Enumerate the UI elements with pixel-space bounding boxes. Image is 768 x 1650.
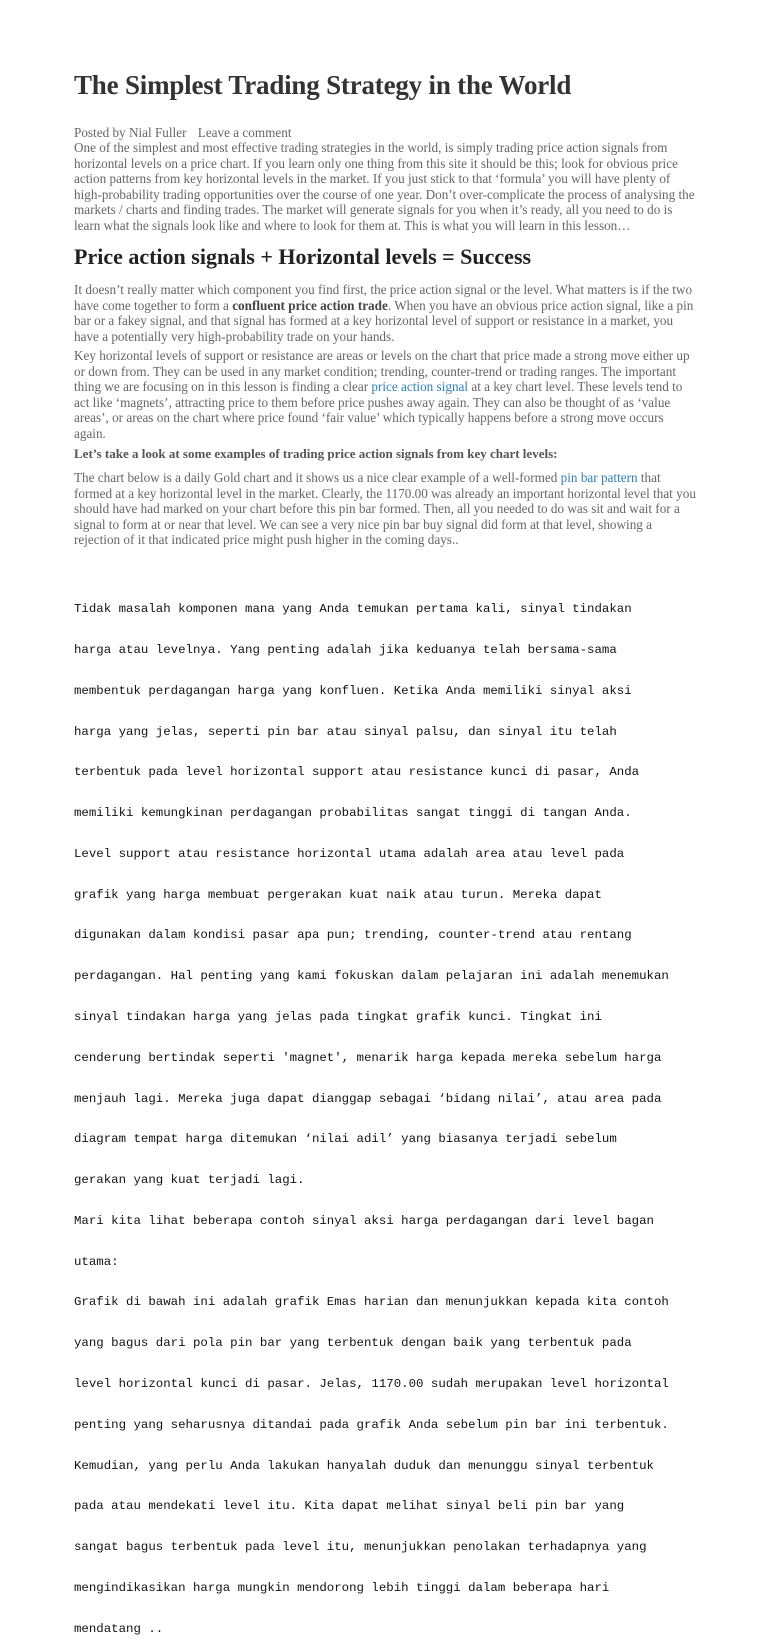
translation-line: sangat bagus terbentuk pada level itu, menunjukkan penolakan terhadapnya yang	[74, 1540, 647, 1555]
paragraph-text: It doesn’t really matter which component you find first, the price action signal or the level. What matters is if the two have come together to form a	[74, 282, 693, 313]
translation-line: penting yang seharusnya ditandai pada grafik Anda sebelum pin bar ini terbentuk.	[74, 1417, 669, 1432]
section-heading: Price action signals + Horizontal levels = Success	[74, 244, 532, 269]
translation-line: mengindikasikan harga mungkin mendorong lebih tinggi dalam beberapa hari	[74, 1580, 610, 1595]
translation-line: Mari kita lihat beberapa contoh sinyal aksi harga perdagangan dari level bagan	[74, 1213, 654, 1228]
translation-line: yang bagus dari pola pin bar yang terbentuk dengan baik yang terbentuk pada	[74, 1336, 632, 1351]
paragraph-text: that formed at a key horizontal level in the market. Clearly, the 1170.00 was already an important horizontal level that you should have had marked on your chart before this pin bar formed. Then, all you needed to do was sit and wait for a signal to form at or near that level. We can see a very nice pin bar buy signal did form at that level, showing a rejection of it that indicated price might push higher in the coming days..	[74, 470, 696, 548]
translation-line: sinyal tindakan harga yang jelas pada tingkat grafik kunci. Tingkat ini	[74, 1010, 602, 1024]
paragraph-text: at a key chart level. These levels tend to act like ‘magnets’, attracting price to them before price pushes away again. They can also be thought of as ‘value areas’, or areas on the chart where price found ‘fair value’ which typically happens before a strong move occurs again.	[74, 379, 683, 441]
post-meta	[74, 125, 292, 141]
translation-line: Level support atau resistance horizontal utama adalah area atau level pada	[74, 846, 625, 861]
paragraph-confluent	[74, 282, 696, 344]
confluent-trade-emphasis: confluent price action trade	[232, 297, 388, 313]
paragraph-gold-chart	[74, 470, 696, 548]
translation-line: perdagangan. Hal penting yang kami fokuskan dalam pelajaran ini adalah menemukan	[74, 969, 669, 984]
intro-paragraph: One of the simplest and most effective trading strategies in the world, is simply trading price action signals from horizontal levels on a price chart. If you learn only one thing from this site it should be this; look for obvious price action patterns from key horizontal levels in the market. If you just stick to that ‘formula’ you will have plenty of high-probability trading opportunities over the course of one year. Don’t over-complicate the process of analysing the markets / charts and finding trades. The market will generate signals for you when it’s ready, all you need to do is learn what the signals look like and where to look for them at. This is what you will learn in this lesson…	[74, 140, 695, 233]
indonesian-translation	[74, 576, 704, 1650]
translation-line: level horizontal kunci di pasar. Jelas, 1170.00 sudah merupakan level horizontal	[74, 1377, 669, 1392]
translation-line: memiliki kemungkinan perdagangan probabilitas sangat tinggi di tangan Anda.	[74, 806, 632, 821]
translation-line: digunakan dalam kondisi pasar apa pun; trending, counter-trend atau rentang	[74, 928, 632, 943]
price-action-signal-link[interactable]: price action signal	[371, 379, 469, 395]
translation-line: harga yang jelas, seperti pin bar atau sinyal palsu, dan sinyal itu telah	[74, 724, 617, 739]
translation-line: diagram tempat harga ditemukan ‘nilai adil’ yang biasanya terjadi sebelum	[74, 1132, 617, 1147]
translation-line: Tidak masalah komponen mana yang Anda temukan pertama kali, sinyal tindakan	[74, 602, 632, 617]
leave-comment-link[interactable]: Leave a comment	[197, 125, 292, 140]
translation-line: Grafik di bawah ini adalah grafik Emas harian dan menunjukkan kepada kita contoh	[74, 1295, 669, 1310]
paragraph-key-levels	[74, 348, 696, 442]
translation-line: mendatang ..	[74, 1621, 164, 1636]
translation-line: Kemudian, yang perlu Anda lakukan hanyalah duduk dan menunggu sinyal terbentuk	[74, 1458, 654, 1473]
author-byline: Posted by Nial Fuller	[74, 125, 187, 140]
paragraph-text: The chart below is a daily Gold chart and it shows us a nice clear example of a well-formed	[74, 470, 561, 485]
translation-line: menjauh lagi. Mereka juga dapat dianggap sebagai ‘bidang nilai’, atau area pada	[74, 1091, 662, 1106]
paragraph-text: Key horizontal levels of support or resistance are areas or levels on the chart that price made a strong move either up or down from. They can be used in any market condition; trending, counter-trend or trading ranges. The important thing we are focusing on in this lesson is finding a clear	[74, 348, 690, 395]
translation-line: cenderung bertindak seperti 'magnet', menarik harga kepada mereka sebelum harga	[74, 1050, 662, 1065]
translation-line: terbentuk pada level horizontal support atau resistance kunci di pasar, Anda	[74, 765, 640, 780]
pin-bar-pattern-link[interactable]: pin bar pattern	[560, 470, 638, 485]
translation-line: utama:	[74, 1254, 119, 1269]
article-title: The Simplest Trading Strategy in the World	[74, 70, 572, 100]
translation-line: membentuk perdagangan harga yang konfluen. Ketika Anda memiliki sinyal aksi	[74, 683, 632, 698]
translation-line: grafik yang harga membuat pergerakan kuat naik atau turun. Mereka dapat	[74, 887, 602, 902]
translation-line: harga atau levelnya. Yang penting adalah jika keduanya telah bersama-sama	[74, 642, 617, 657]
translation-line: pada atau mendekati level itu. Kita dapat melihat sinyal beli pin bar yang	[74, 1499, 625, 1514]
translation-line: gerakan yang kuat terjadi lagi.	[74, 1173, 305, 1188]
paragraph-text: . When you have an obvious price action signal, like a pin bar or a fakey signal, and that signal has formed at a key horizontal level of support or resistance in a market, you have a potentially very high-probability trade on your hands.	[74, 297, 694, 344]
examples-lead: Let’s take a look at some examples of trading price action signals from key chart levels:	[74, 446, 558, 461]
